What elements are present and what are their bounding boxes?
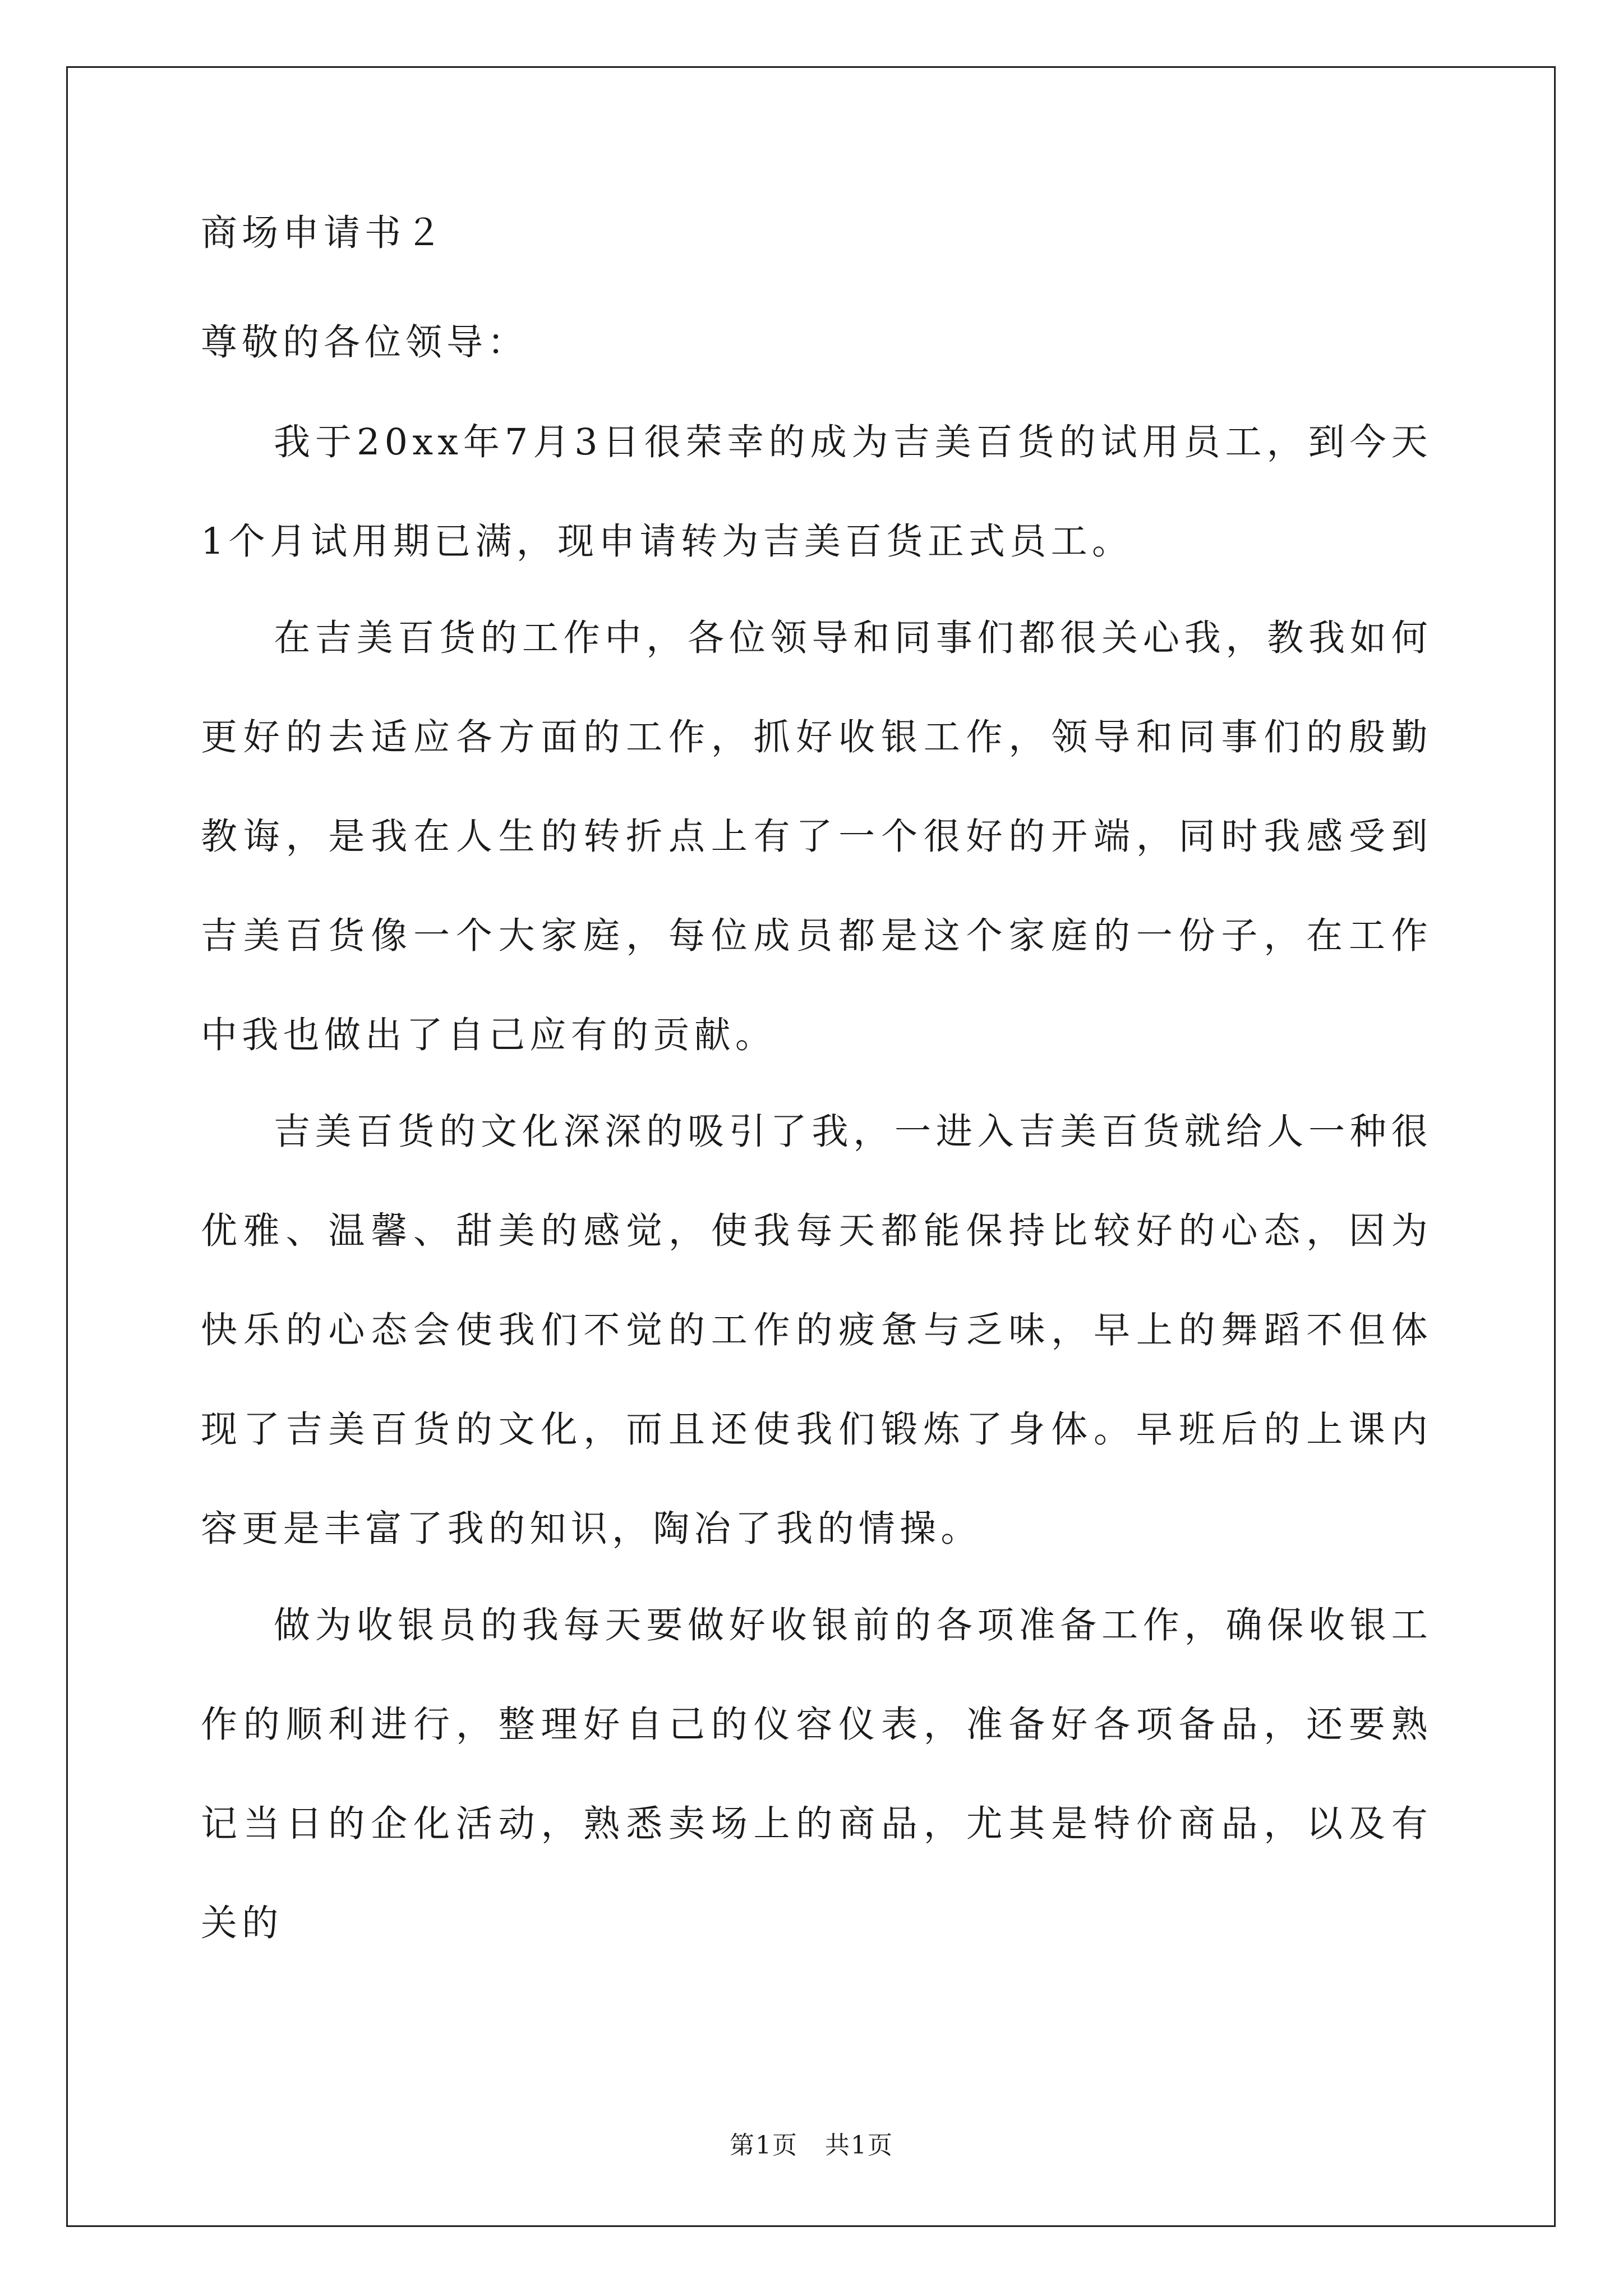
salutation: 尊敬的各位领导：: [201, 321, 529, 364]
document-body: [201, 213, 1432, 1999]
document-title: 商场申请书２: [201, 212, 447, 254]
paragraph-3: 吉美百货的文化深深的吸引了我，一进入吉美百货就给人一种很优雅、温馨、甜美的感觉，使我每天都能保持比较好的心态，因为快乐的心态会使我们不觉的工作的疲惫与乏味，早上的舞蹈不但体现了吉美百货的文化，而且还使我们锻炼了身体。早班后的上课内容更是丰富了我的知识，陶冶了我的情操。: [201, 1111, 1432, 1550]
page-number-footer: 第1页 共1页: [730, 2131, 893, 2160]
paragraph-2: 在吉美百货的工作中，各位领导和同事们都很关心我，教我如何更好的去适应各方面的工作，抓好收银工作，领导和同事们的殷勤教诲，是我在人生的转折点上有了一个很好的开端，同时我感受到吉美百货像一个大家庭，每位成员都是这个家庭的一份子，在工作中我也做出了自己应有的贡献。: [201, 617, 1432, 1056]
paragraph-1: 我于20xx年7月3日很荣幸的成为吉美百货的试用员工，到今天1个月试用期已满，现申请转为吉美百货正式员工。: [201, 421, 1432, 563]
paragraph-4: 做为收银员的我每天要做好收银前的各项准备工作，确保收银工作的顺利进行，整理好自己的仪容仪表，准备好各项备品，还要熟记当日的企化活动，熟悉卖场上的商品，尤其是特价商品，以及有关的: [201, 1604, 1432, 1944]
